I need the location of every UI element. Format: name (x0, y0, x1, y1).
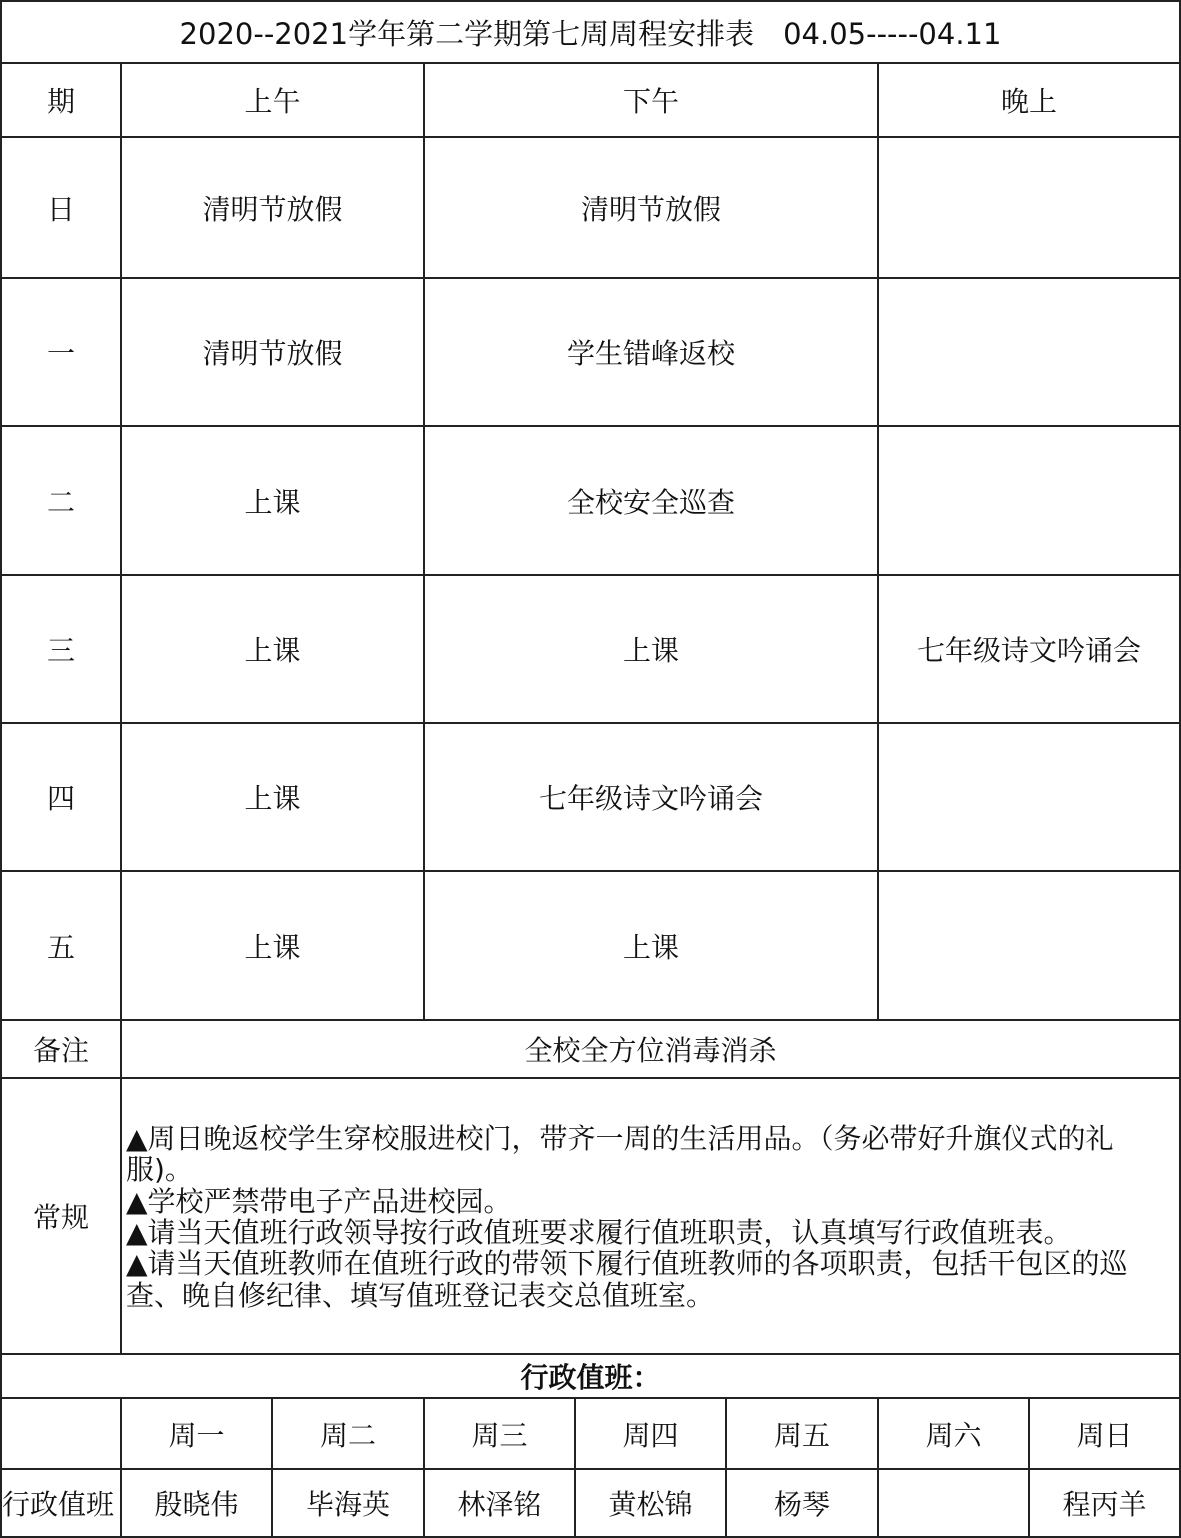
header-evening: 晚上 (877, 62, 1181, 138)
duty-day: 周四 (574, 1397, 727, 1470)
duty-name: 黄松锦 (574, 1468, 727, 1538)
morning-cell: 清明节放假 (120, 136, 425, 279)
duty-title: 行政值班： (0, 1353, 1181, 1399)
afternoon-cell: 七年级诗文吟诵会 (423, 722, 879, 872)
day-label: 一 (0, 277, 122, 427)
morning-cell: 上课 (120, 574, 425, 724)
duty-name: 殷晓伟 (120, 1468, 273, 1538)
header-morning: 上午 (120, 62, 425, 138)
duty-day: 周五 (725, 1397, 879, 1470)
header-period: 期 (0, 62, 122, 138)
evening-cell (877, 870, 1181, 1021)
duty-name: 毕海英 (271, 1468, 425, 1538)
duty-name: 杨琴 (725, 1468, 879, 1538)
sheet-title: 2020--2021学年第二学期第七周周程安排表 04.05-----04.11 (0, 0, 1181, 64)
duty-day: 周二 (271, 1397, 425, 1470)
duty-day: 周一 (120, 1397, 273, 1470)
day-label: 二 (0, 425, 122, 576)
afternoon-cell: 清明节放假 (423, 136, 879, 279)
duty-name (877, 1468, 1030, 1538)
routine-line: ▲学校严禁带电子产品进校园。 (126, 1184, 512, 1218)
afternoon-cell: 全校安全巡查 (423, 425, 879, 576)
afternoon-cell: 上课 (423, 870, 879, 1021)
duty-name: 程丙羊 (1028, 1468, 1181, 1538)
morning-cell: 上课 (120, 870, 425, 1021)
day-label: 四 (0, 722, 122, 872)
evening-cell: 七年级诗文吟诵会 (877, 574, 1181, 724)
evening-cell (877, 722, 1181, 872)
duty-name: 林泽铭 (423, 1468, 576, 1538)
afternoon-cell: 学生错峰返校 (423, 277, 879, 427)
afternoon-cell: 上课 (423, 574, 879, 724)
evening-cell (877, 136, 1181, 279)
duty-corner (0, 1397, 122, 1470)
routine-line: ▲请当天值班教师在值班行政的带领下履行值班教师的各项职责，包括干包区的巡查、晚自修纪律、填写值班登记表交总值班室。 (126, 1247, 1128, 1312)
routine-label: 常规 (0, 1077, 122, 1355)
evening-cell (877, 425, 1181, 576)
header-afternoon: 下午 (423, 62, 879, 138)
routine-notes (120, 1077, 1181, 1355)
day-label: 日 (0, 136, 122, 279)
routine-line: ▲请当天值班行政领导按行政值班要求履行值班职责，认真填写行政值班表。 (126, 1216, 1072, 1250)
remarks-label: 备注 (0, 1019, 122, 1079)
morning-cell: 上课 (120, 722, 425, 872)
routine-line: ▲周日晚返校学生穿校服进校门，带齐一周的生活用品。（务必带好升旗仪式的礼服)。 (126, 1122, 1114, 1187)
morning-cell: 上课 (120, 425, 425, 576)
remarks-text: 全校全方位消毒消杀 (120, 1019, 1181, 1079)
duty-day: 周三 (423, 1397, 576, 1470)
day-label: 三 (0, 574, 122, 724)
evening-cell (877, 277, 1181, 427)
duty-day: 周六 (877, 1397, 1030, 1470)
duty-day: 周日 (1028, 1397, 1181, 1470)
day-label: 五 (0, 870, 122, 1021)
duty-row-label: 行政值班 (0, 1468, 122, 1538)
morning-cell: 清明节放假 (120, 277, 425, 427)
